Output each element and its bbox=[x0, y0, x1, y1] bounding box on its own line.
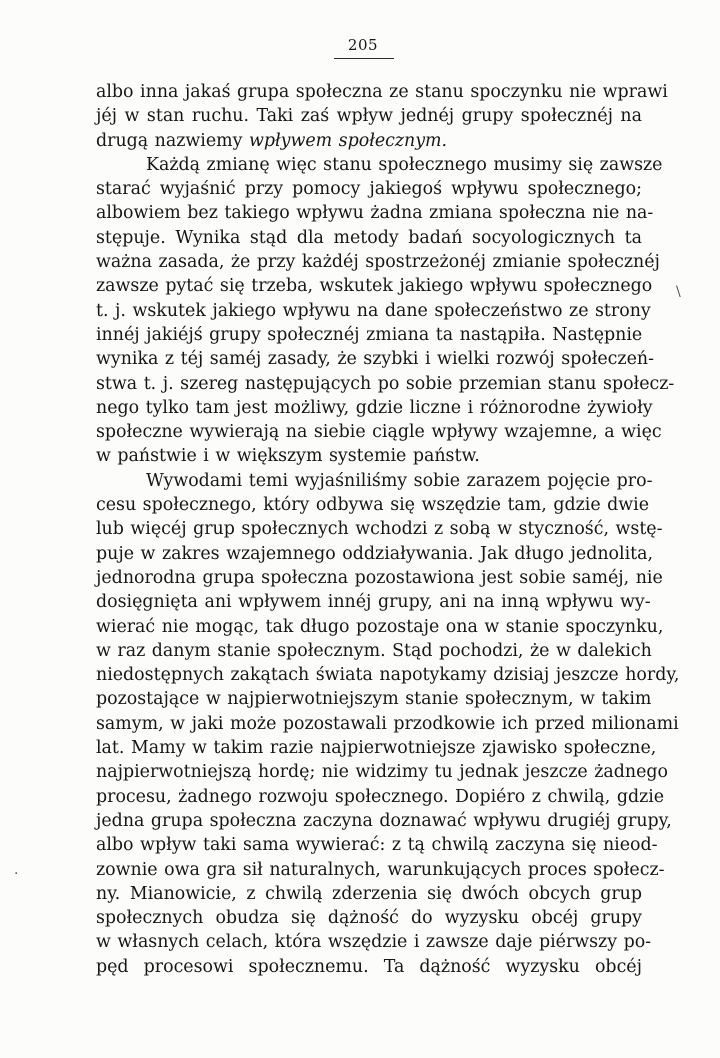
text-line bbox=[96, 469, 653, 493]
text-run: dosięgnięta ani wpływem innéj grupy, ani na inną wpływu wy- bbox=[96, 592, 651, 613]
text-run: zawsze pytać się trzeba, wskutek jakiego wpływu społecznego bbox=[96, 276, 653, 297]
text-line bbox=[96, 663, 680, 687]
text-run: wierać nie mogąc, tak długo pozostaje ona w stanie spoczynku, bbox=[96, 616, 664, 637]
text-run: albo inna jakaś grupa społeczna ze stanu spoczynku nie wprawi bbox=[96, 82, 668, 102]
text-run: pozostające w najpierwotniejszym stanie społecznym, w takim bbox=[96, 689, 652, 710]
text-line bbox=[96, 760, 668, 784]
text-line bbox=[96, 201, 654, 225]
text-line bbox=[96, 177, 642, 201]
text-line bbox=[96, 226, 642, 250]
text-line bbox=[96, 639, 652, 663]
text-line bbox=[96, 906, 642, 930]
text-run: najpierwotniejszą hordę; nie widzimy tu jednak jeszcze żadnego bbox=[96, 762, 668, 783]
text-line bbox=[96, 858, 665, 882]
text-run: w własnych celach, która wszędzie i zawsze daje piérwszy po- bbox=[96, 932, 652, 953]
text-line bbox=[96, 444, 642, 468]
text-run: nego tylko tam jest możliwy, gdzie liczne i różnorodne żywioły bbox=[96, 397, 653, 418]
text-run: jéj w stan ruchu. Taki zaś wpływ jednéj grupy społecznéj na bbox=[96, 106, 642, 127]
text-line bbox=[96, 955, 642, 979]
text-run: w państwie i w większym systemie państw. bbox=[96, 446, 480, 467]
italic-term: wpływem społecznym. bbox=[249, 130, 448, 151]
text-run: innéj jakiéjś grupy społecznéj zmiana ta nastąpiła. Następnie bbox=[96, 324, 643, 345]
text-run: albo wpływ taki sama wywierać: z tą chwilą zaczyna się nieod- bbox=[96, 835, 658, 856]
text-run: Każdą zmianę więc stanu społecznego musimy się zawsze bbox=[146, 154, 663, 175]
text-run: albowiem bez takiego wpływu żadna zmiana społeczna nie na- bbox=[96, 203, 654, 224]
text-run: stwa t. j. szereg następujących po sobie przemian stanu społecz- bbox=[96, 373, 675, 394]
text-run: pęd procesowi społecznemu. Ta dążność wyzysku obcéj bbox=[96, 956, 642, 977]
text-line bbox=[96, 517, 663, 541]
page-number-rule bbox=[334, 58, 394, 59]
text-line bbox=[96, 323, 642, 347]
text-run: społecznych obudza się dążność do wyzysku obcéj grupy bbox=[96, 908, 642, 929]
text-run: drugą nazwiemy bbox=[96, 130, 249, 151]
text-line bbox=[96, 80, 668, 104]
text-line bbox=[96, 566, 663, 590]
text-run: jedna grupa społeczna zaczyna doznawać wpływu drugiéj grupy, bbox=[96, 810, 672, 831]
text-run: Wywodami temi wyjaśniliśmy sobie zarazem pojęcie pro- bbox=[146, 470, 653, 491]
text-line bbox=[96, 129, 642, 153]
text-run: ny. Mianowicie, z chwilą zderzenia się dwóch obcych grup bbox=[96, 883, 642, 904]
page-number: 205 bbox=[347, 36, 379, 54]
text-line bbox=[96, 687, 652, 711]
margin-dot: · bbox=[14, 866, 19, 882]
text-line bbox=[96, 153, 663, 177]
text-line bbox=[96, 590, 651, 614]
text-line bbox=[96, 372, 675, 396]
text-line bbox=[96, 809, 672, 833]
text-line bbox=[96, 493, 650, 517]
text-line bbox=[96, 396, 653, 420]
text-run: starać wyjaśnić przy pomocy jakiegoś wpływu społecznego; bbox=[96, 179, 642, 200]
text-line bbox=[96, 712, 679, 736]
text-line bbox=[96, 347, 654, 371]
text-run: t. j. wskutek jakiego wpływu na dane społeczeństwo ze strony bbox=[96, 300, 651, 321]
text-run: puje w zakres wzajemnego oddziaływania. Jak długo jednolita, bbox=[96, 543, 654, 564]
text-line bbox=[96, 615, 664, 639]
text-run: lub więcéj grup społecznych wchodzi z sobą w styczność, wstę- bbox=[96, 519, 663, 540]
margin-mark: \ bbox=[676, 284, 681, 300]
text-line bbox=[96, 542, 654, 566]
text-run: społeczne wywierają na siebie ciągle wpływy wzajemne, a więc bbox=[96, 422, 662, 443]
text-line bbox=[96, 833, 658, 857]
text-run: zownie owa gra sił naturalnych, warunkujących proces społecz- bbox=[96, 859, 665, 880]
body-text bbox=[96, 80, 680, 979]
text-run: samym, w jaki może pozostawali przodkowie ich przed milionami bbox=[96, 713, 679, 734]
text-run: w raz danym stanie społecznym. Stąd pochodzi, że w dalekich bbox=[96, 640, 652, 661]
text-line bbox=[96, 420, 662, 444]
text-line bbox=[96, 274, 653, 298]
text-line bbox=[96, 104, 642, 128]
text-run: ważna zasada, że przy każdéj spostrzeżonéj zmianie społecznéj bbox=[96, 252, 660, 273]
text-run: stępuje. Wynika stąd dla metody badań socyologicznych ta bbox=[96, 227, 642, 248]
text-line bbox=[96, 736, 657, 760]
text-run: lat. Mamy w takim razie najpierwotniejsze zjawisko społeczne, bbox=[96, 738, 657, 759]
text-run: jednorodna grupa społeczna pozostawiona jest sobie saméj, nie bbox=[96, 567, 663, 588]
text-run: cesu społecznego, który odbywa się wszędzie tam, gdzie dwie bbox=[96, 495, 650, 516]
text-line bbox=[96, 785, 665, 809]
text-line bbox=[96, 930, 652, 954]
text-run: niedostępnych zakątach świata napotykamy dzisiaj jeszcze hordy, bbox=[96, 665, 680, 686]
text-run: procesu, żadnego rozwoju społecznego. Dopiéro z chwilą, gdzie bbox=[96, 786, 665, 807]
text-line bbox=[96, 299, 651, 323]
text-line bbox=[96, 250, 660, 274]
text-run: wynika z téj saméj zasady, że szybki i wielki rozwój społeczeń- bbox=[96, 349, 654, 370]
text-line bbox=[96, 882, 642, 906]
